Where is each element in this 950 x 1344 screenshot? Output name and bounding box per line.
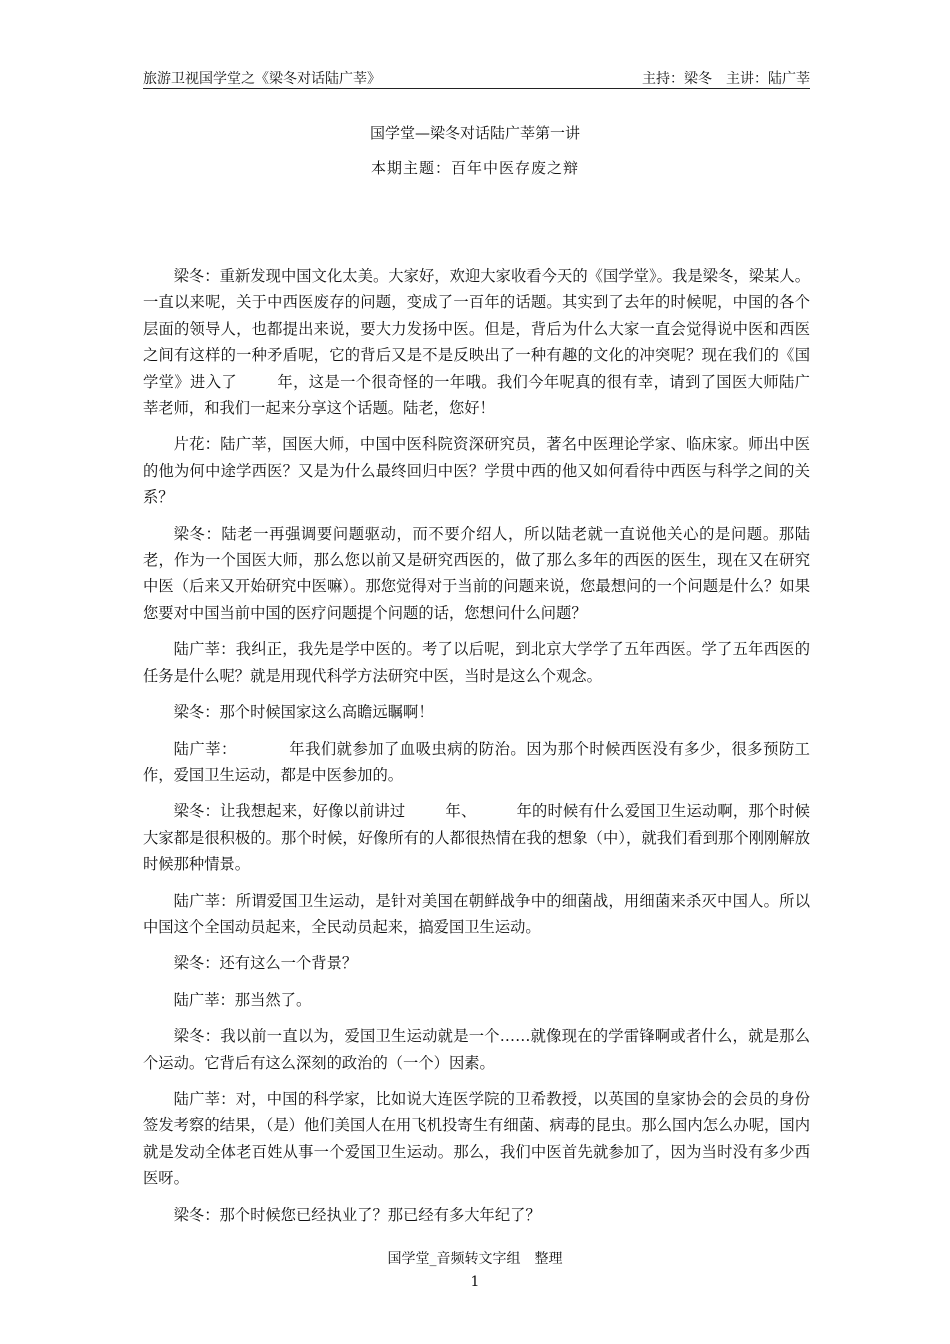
paragraph: 陆广莘：我纠正，我先是学中医的。考了以后呢，到北京大学学了五年西医。学了五年西医的任务是什么呢？就是用现代科学方法研究中医，当时是这么个观念。 (143, 640, 810, 685)
paragraph: 陆广莘：对，中国的科学家，比如说大连医学院的卫希教授，以英国的皇家协会的会员的身份签发考察的结果，（是）他们美国人在用飞机投寄生有细菌、病毒的昆虫。那么国内怎么办呢，国内就是发动全体老百姓从事一个爱国卫生运动。那么，我们中医首先就参加了，因为当时没有多少西医呀。 (143, 1089, 810, 1188)
paragraph: 梁冬：陆老一再强调要问题驱动，而不要介绍人，所以陆老就一直说他关心的是问题。那陆老，作为一个国医大师，那么您以前又是研究西医的，做了那么多年的西医的医生，现在又在研究中医（后来又开始研究中医嘛）。那您觉得对于当前的问题来说，您最想问的一个问题是什么？如果您要对中国当前中国的医疗问题提个问题的话，您想问什么问题？ (143, 524, 810, 622)
page-number: 1 (470, 1274, 480, 1290)
paragraph: 梁冬：我以前一直以为，爱国卫生运动就是一个……就像现在的学雷锋啊或者什么，就是那么个运动。它背后有这么深刻的政治的（一个）因素。 (143, 1027, 810, 1072)
paragraph: 梁冬：那个时候国家这么高瞻远瞩啊！ (173, 703, 434, 722)
paragraph: 梁冬：还有这么一个背景？ (173, 954, 358, 973)
page-header (143, 66, 810, 89)
paragraph: 陆广莘：所谓爱国卫生运动，是针对美国在朝鲜战争中的细菌战，用细菌来杀灭中国人。所以中国这个全国动员起来，全民动员起来，搞爱国卫生运动。 (143, 891, 810, 936)
transcript-body (143, 263, 810, 1238)
paragraph: 陆广莘：那当然了。 (173, 990, 312, 1009)
document-subtitle: 本期主题：百年中医存废之辩 (370, 159, 579, 177)
paragraph: 陆广莘： 年我们就参加了血吸虫病的防治。因为那个时候西医没有多少，很多预防工作，爱国卫生运动，都是中医参加的。 (143, 739, 810, 784)
page-footer: 国学堂_音频转文字组 整理 (387, 1251, 563, 1267)
paragraph: 梁冬：重新发现中国文化太美。大家好，欢迎大家收看今天的《国学堂》。我是梁冬，梁某人。一直以来呢，关于中西医废存的问题，变成了一百年的话题。其实到了去年的时候呢，中国的各个层面的领导人，也都提出来说，要大力发扬中医。但是，背后为什么大家一直会觉得说中医和西医之间有这样的一种矛盾呢，它的背后又是不是反映出了一种有趣的文化的冲突呢？现在我们的《国学堂》进入了 年，这是一个很奇怪的一年哦。我们今年呢真的很有幸，请到了国医大师陆广莘老师，和我们一起来分享这个话题。陆老，您好！ (143, 267, 810, 418)
header-right-credits: 主持：梁冬 主讲：陆广莘 (642, 71, 810, 87)
paragraph: 梁冬：那个时候您已经执业了？那已经有多大年纪了？ (173, 1205, 541, 1224)
document-title: 国学堂—梁冬对话陆广莘第一讲 (369, 124, 580, 142)
header-left-title: 旅游卫视国学堂之《梁冬对话陆广莘》 (143, 71, 381, 87)
paragraph: 梁冬：让我想起来，好像以前讲过 年、 年的时候有什么爱国卫生运动啊，那个时候大家都是很积极的。那个时候，好像所有的人都很热情在我的想象（中），就我们看到那个刚刚解放时候那种情景。 (143, 802, 810, 874)
paragraph: 片花：陆广莘，国医大师，中国中医科院资深研究员，著名中医理论学家、临床家。师出中医的他为何中途学西医？又是为什么最终回归中医？学贯中西的他又如何看待中西医与科学之间的关系？ (143, 435, 810, 507)
